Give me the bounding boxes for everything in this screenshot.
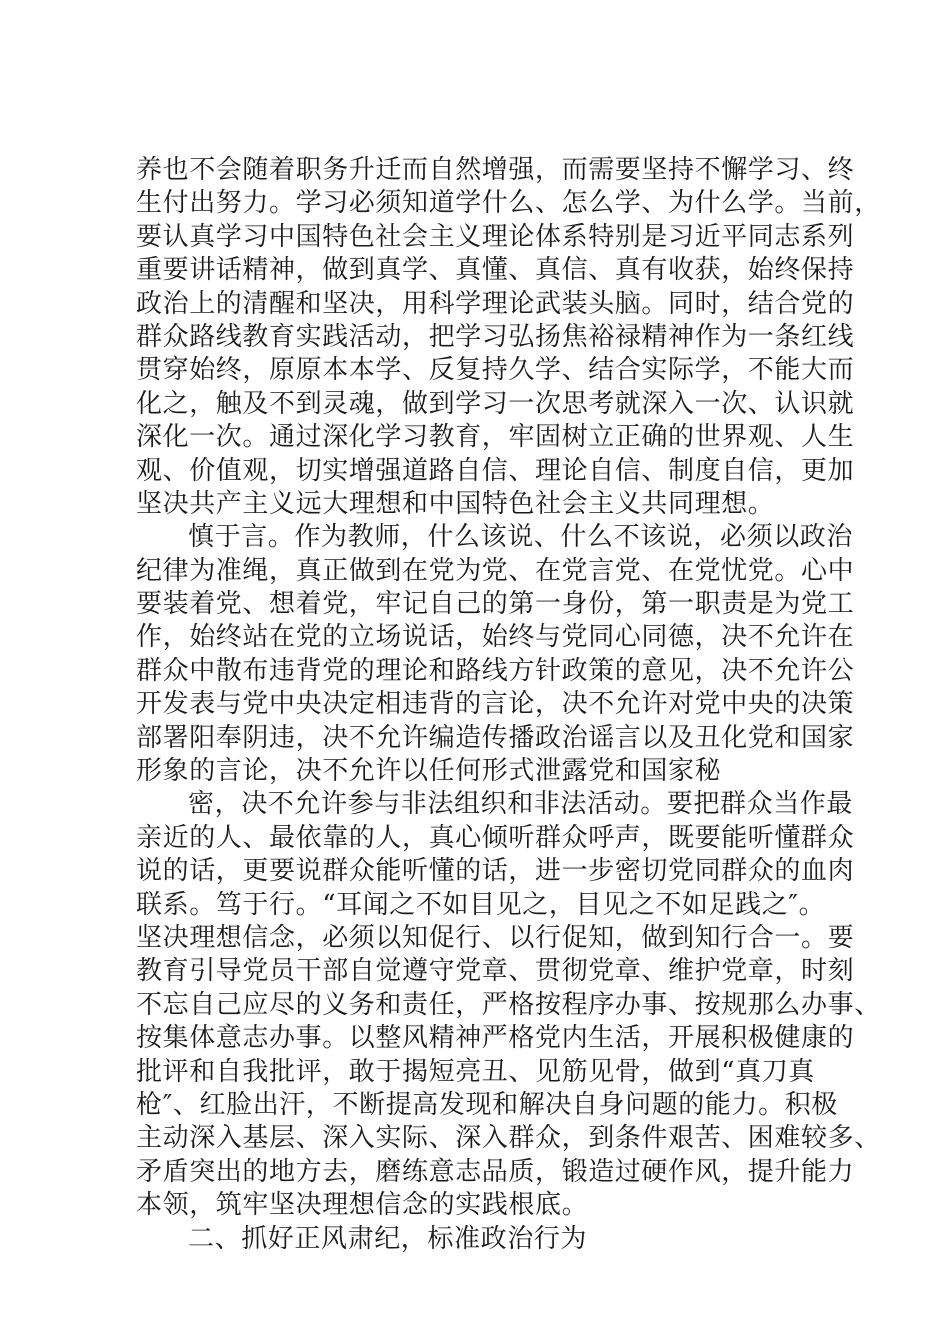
text-line: 联系。笃于行。“耳闻之不如目见之，目见之不如足践之″。 [136,889,826,920]
text-line: 亲近的人、最依靠的人，真心倾听群众呼声，既要能听懂群众 [136,822,855,853]
text-line: 群众中散布违背党的理论和路线方针政策的意见，决不允许公 [136,655,855,686]
body-text [136,154,881,1256]
text-line: 坚决理想信念，必须以知促行、以行促知，做到知行合一。要 [136,922,855,953]
text-line: 形象的言论，决不允许以任何形式泄露党和国家秘 [136,756,722,787]
text-line: 部署阳奉阴违，决不允许编造传播政治谣言以及丑化党和国家 [136,722,855,753]
text-line: 纪律为准绳，真正做到在党为党、在党言党、在党忧党。心中 [136,555,855,586]
paragraph-start-line: 密，决不允许参与非法组织和非法活动。要把群众当作最 [188,789,854,820]
section-heading: 二、抓好正风肃纪，标准政治行为 [188,1223,588,1254]
text-line: 主动深入基层、深入实际、深入群众，到条件艰苦、困难较多、 [136,1123,881,1154]
text-line: 作，始终站在党的立场说话，始终与党同心同德，决不允许在 [136,622,855,653]
text-line: 枪″、红脸出汗，不断提高发现和解决自身问题的能力。积极 [136,1089,838,1120]
text-line: 批评和自我批评，敢于揭短亮丑、见筋见骨，做到“真刀真 [136,1056,815,1087]
text-line: 坚决共产主义远大理想和中国特色社会主义共同理想。 [136,488,775,519]
text-line: 教育引导党员干部自觉遵守党章、贯彻党章、维护党章，时刻 [136,956,855,987]
text-line: 说的话，更要说群众能听懂的话，进一步密切党同群众的血肉 [136,856,855,887]
text-line: 化之，触及不到灵魂，做到学习一次思考就深入一次、认识就 [136,388,855,419]
text-line: 深化一次。通过深化学习教育，牢固树立正确的世界观、人生 [136,422,855,453]
text-line: 本领，筑牢坚决理想信念的实践根底。 [136,1190,589,1221]
text-line: 按集体意志办事。以整风精神严格党内生活，开展积极健康的 [136,1023,855,1054]
text-line: 重要讲话精神，做到真学、真懂、真信、真有收获，始终保持 [136,255,855,286]
text-line: 养也不会随着职务升迁而自然增强，而需要坚持不懈学习、终 [136,155,855,185]
text-line: 政治上的清醒和坚决，用科学理论武装头脑。同时，结合党的 [136,288,855,319]
text-line: 不忘自己应尽的义务和责任，严格按程序办事、按规那么办事、 [136,989,881,1020]
paragraph-start-line: 慎于言。作为教师，什么该说、什么不该说，必须以政治 [188,522,854,553]
text-line: 生付出努力。学习必须知道学什么、怎么学、为什么学。当前， [136,188,881,219]
text-line: 矛盾突出的地方去，磨练意志品质，锻造过硬作风，提升能力 [136,1156,855,1187]
text-line: 贯穿始终，原原本本学、反复持久学、结合实际学，不能大而 [136,355,855,386]
text-line: 要装着党、想着党，牢记自己的第一身份，第一职责是为党工 [136,589,855,620]
text-line: 要认真学习中国特色社会主义理论体系特别是习近平同志系列 [136,221,855,252]
text-line: 开发表与党中央决定相违背的言论，决不允许对党中央的决策 [136,689,855,720]
text-line: 观、价值观，切实增强道路自信、理论自信、制度自信，更加 [136,455,855,486]
text-line: 群众路线教育实践活动，把学习弘扬焦裕禄精神作为一条红线 [136,321,855,352]
